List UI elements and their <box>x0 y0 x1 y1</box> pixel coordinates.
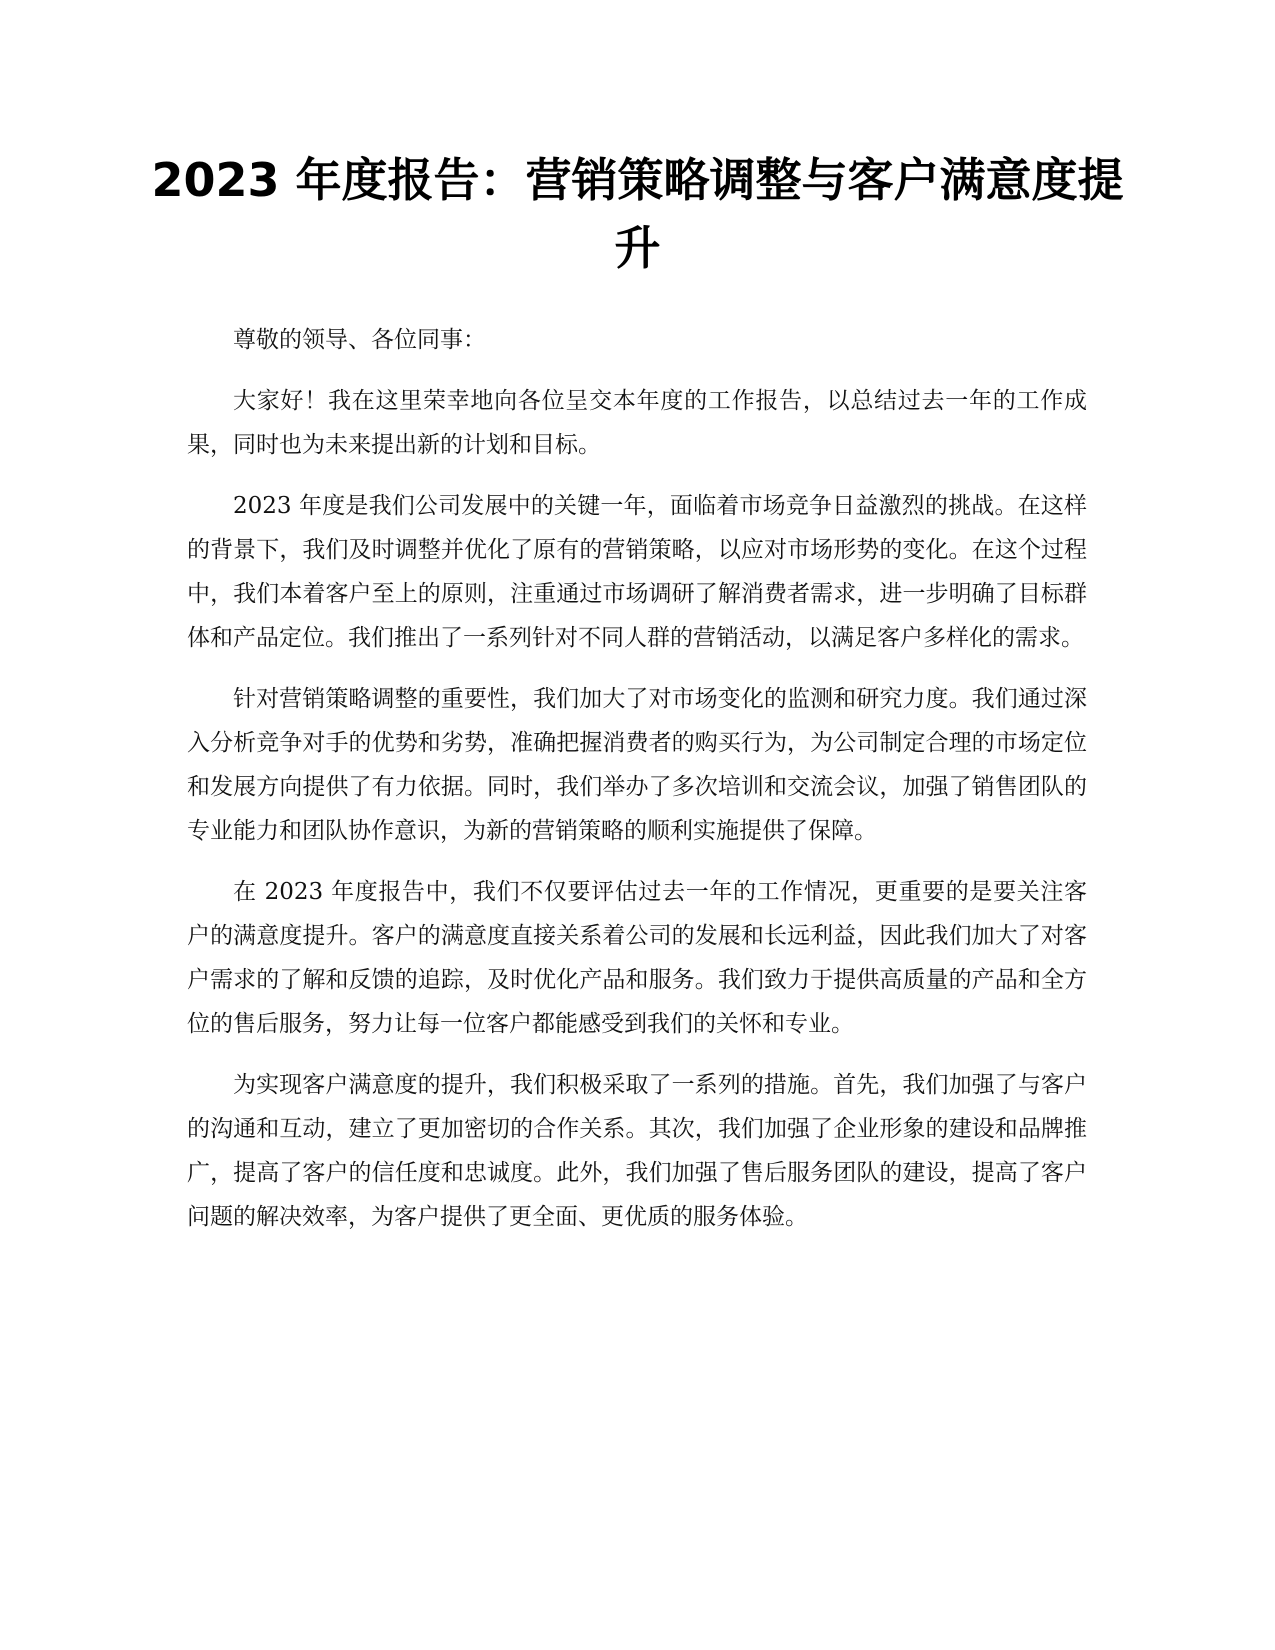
body-paragraph: 针对营销策略调整的重要性，我们加大了对市场变化的监测和研究力度。我们通过深入分析竞争对手的优势和劣势，准确把握消费者的购买行为，为公司制定合理的市场定位和发展方向提供了有力依据。同时，我们举办了多次培训和交流会议，加强了销售团队的专业能力和团队协作意识，为新的营销策略的顺利实施提供了保障。 <box>187 686 1087 844</box>
body-paragraph: 在 2023 年度报告中，我们不仅要评估过去一年的工作情况，更重要的是要关注客户的满意度提升。客户的满意度直接关系着公司的发展和长远利益，因此我们加大了对客户需求的了解和反馈的追踪，及时优化产品和服务。我们致力于提供高质量的产品和全方位的售后服务，努力让每一位客户都能感受到我们的关怀和专业。 <box>187 879 1087 1037</box>
document-title: 2023 年度报告：营销策略调整与客户满意度提升 <box>151 153 1124 275</box>
body-paragraph: 为实现客户满意度的提升，我们积极采取了一系列的措施。首先，我们加强了与客户的沟通和互动，建立了更加密切的合作关系。其次，我们加强了企业形象的建设和品牌推广，提高了客户的信任度和忠诚度。此外，我们加强了售后服务团队的建设，提高了客户问题的解决效率，为客户提供了更全面、更优质的服务体验。 <box>187 1072 1087 1230</box>
greeting-paragraph: 大家好！我在这里荣幸地向各位呈交本年度的工作报告，以总结过去一年的工作成果，同时也为未来提出新的计划和目标。 <box>187 388 1087 458</box>
salutation-paragraph: 尊敬的领导、各位同事： <box>233 327 486 353</box>
document-body <box>187 318 1087 1256</box>
body-paragraph: 2023 年度是我们公司发展中的关键一年，面临着市场竞争日益激烈的挑战。在这样的背景下，我们及时调整并优化了原有的营销策略，以应对市场形势的变化。在这个过程中，我们本着客户至上的原则，注重通过市场调研了解消费者需求，进一步明确了目标群体和产品定位。我们推出了一系列针对不同人群的营销活动，以满足客户多样化的需求。 <box>187 493 1087 651</box>
